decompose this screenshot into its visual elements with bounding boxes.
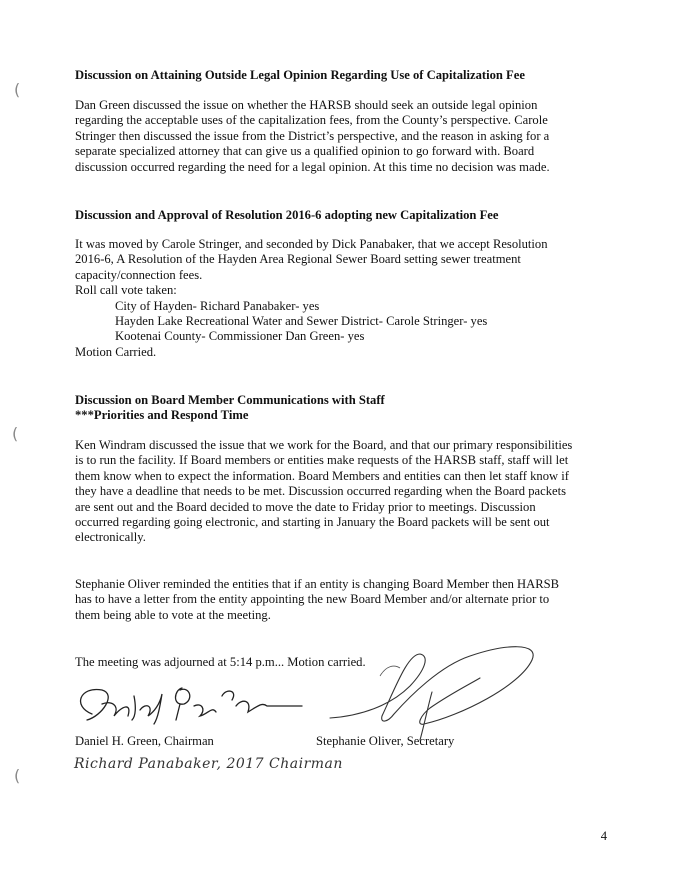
paragraph-line: It was moved by Carole Stringer, and seconded by Dick Panabaker, that we accept Resolution — [75, 237, 548, 251]
paragraph-line: are sent out and the Board decided to move the date to Friday prior to meetings. Discussion — [75, 499, 536, 514]
section-legal-opinion — [75, 68, 615, 83]
paragraph-line: them being able to vote at the meeting. — [75, 607, 271, 622]
section-body — [75, 438, 615, 546]
paragraph-line: Roll call vote taken: — [75, 283, 177, 298]
section-body — [75, 237, 615, 360]
section-resolution — [75, 208, 615, 223]
paragraph-line: has to have a letter from the entity appointing the new Board Member and/or alternate prior to — [75, 592, 550, 607]
margin-mark: ( — [12, 424, 19, 443]
paragraph-line: Dan Green discussed the issue on whether the HARSB should seek an outside legal opinion — [75, 98, 538, 112]
section-body — [75, 577, 615, 623]
vote-line: Kootenai County- Commissioner Dan Green- yes — [115, 329, 365, 344]
paragraph-line: Ken Windram discussed the issue that we work for the Board, and that our primary responsibilities — [75, 438, 573, 452]
vote-line: Hayden Lake Recreational Water and Sewer District- Carole Stringer- yes — [115, 314, 488, 329]
secretary-name: Stephanie Oliver, Secretary — [316, 734, 455, 748]
paragraph-line: regarding the acceptable uses of the capitalization fees, from the County’s perspective. Carole — [75, 113, 548, 128]
handwritten-note: Richard Panabaker, 2017 Chairman — [74, 756, 343, 772]
adjourn-text: The meeting was adjourned at 5:14 p.m... Motion carried. — [75, 655, 366, 669]
motion-result: Motion Carried. — [75, 344, 157, 359]
chairman-name: Daniel H. Green, Chairman — [75, 734, 214, 748]
section-heading: Discussion on Board Member Communications with Staff — [75, 393, 385, 407]
section-heading: Discussion on Attaining Outside Legal Opinion Regarding Use of Capitalization Fee — [75, 68, 525, 82]
vote-line: City of Hayden- Richard Panabaker- yes — [115, 298, 320, 313]
paragraph-line: electronically. — [75, 530, 146, 545]
paragraph-line: is to run the facility. If Board members or entities make requests of the HARSB staff, staff will let — [75, 453, 569, 468]
page-number: 4 — [600, 829, 607, 843]
paragraph-line: capacity/connection fees. — [75, 267, 203, 282]
paragraph-line: them know when to expect the information. Board Members and entities can then let staff know if — [75, 468, 569, 483]
section-subheading: ***Priorities and Respond Time — [75, 408, 249, 422]
paragraph-line: Stringer then discussed the issue from the District’s perspective, and the reason in asking for a — [75, 128, 550, 143]
paragraph-line: discussion occurred regarding the need for a legal opinion. At this time no decision was made. — [75, 159, 550, 174]
secretary-signature — [320, 636, 550, 746]
section-body — [75, 98, 615, 175]
margin-mark: ( — [14, 80, 21, 99]
paragraph-line: separate specialized attorney that can give us a qualified opinion to go forward with. Board — [75, 144, 535, 159]
margin-mark: ( — [14, 766, 21, 785]
paragraph-line: Stephanie Oliver reminded the entities that if an entity is changing Board Member then HARSB — [75, 577, 560, 591]
section-communications — [75, 393, 615, 423]
section-heading: Discussion and Approval of Resolution 2016-6 adopting new Capitalization Fee — [75, 208, 499, 222]
chairman-signature — [62, 676, 312, 736]
paragraph-line: 2016-6, A Resolution of the Hayden Area Regional Sewer Board setting sewer treatment — [75, 252, 521, 267]
paragraph-line: they have a deadline that needs to be met. Discussion occurred regarding when the Board packets — [75, 484, 566, 499]
paragraph-line: occurred regarding going electronic, and starting in January the Board packets will be sent out — [75, 515, 550, 530]
